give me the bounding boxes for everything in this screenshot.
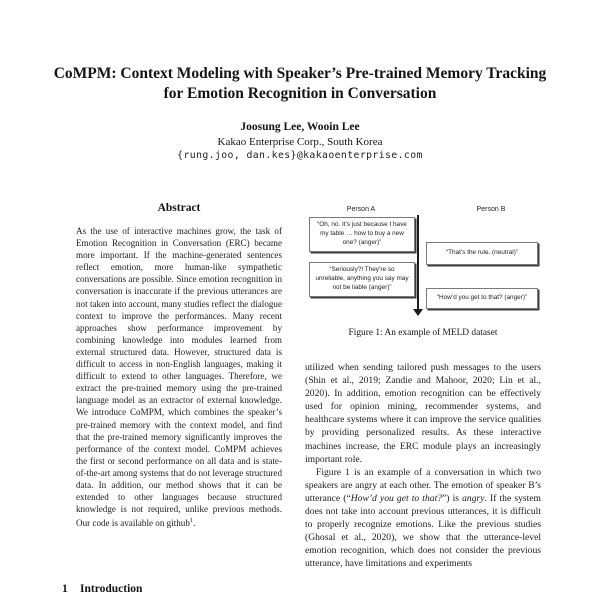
author-email: {rung.joo, dan.kes}@kakaoenterprise.com bbox=[177, 150, 423, 161]
section-heading-introduction bbox=[62, 583, 142, 595]
intro-paragraph-figure-ref bbox=[305, 466, 541, 571]
figure-1 bbox=[305, 204, 541, 344]
left-column bbox=[62, 202, 296, 529]
abstract-period: . bbox=[193, 518, 196, 529]
section-title: Introduction bbox=[80, 583, 143, 595]
author-names: Joosung Lee, Wooin Lee bbox=[240, 121, 360, 133]
abstract-text: As the use of interactive machines grow, the task of Emotion Recognition in Conversation (ERC) became more important. If the machine-generated sentences reflect emotion, more human-like sympathetic conversations are possible. Since emotion recognition in conversation is inaccurate if the previous utterances are not taken into account, many studies reflect the dialogue context to improve the performances. Many recent approaches show performance improvement by combining knowledge into modules learned from external structured data. However, structured data is difficult to access in non-English languages, making it difficult to extend to other languages. Therefore, we extract the pre-trained memory using the pre-trained language model as an extractor of external knowledge. We introduce CoMPM, which combines the speaker’s pre-trained memory with the context model, and find that the pre-trained memory significantly improves the performance of the context model. CoMPM achieves the first or second performance on all data and is state-of-the-art among systems that do not leverage structured data. In addition, our method shows that it can be extended to other languages because structured knowledge is not required, unlike previous methods. Our code is available on github bbox=[76, 226, 282, 529]
timeline-arrow bbox=[417, 215, 419, 310]
utterance-bubble-a1: “Oh, no. It’s just because I have my table … how to buy a new one? (anger)” bbox=[309, 217, 415, 252]
para2-emphasis: angry bbox=[462, 492, 485, 504]
utterance-bubble-b2: “How’d you get to that? (anger)” bbox=[426, 288, 538, 309]
person-b-label: Person B bbox=[476, 206, 506, 213]
para2-after: . If the system does not take into account previous utterances, it is difficult to properly recognize emotions. Like the previous studies (Ghosal et al., 2020), we show that the utterance-level emotion recognition, which does not consider the previous utterance, have limitations and experiments bbox=[305, 492, 541, 570]
arrowhead-icon bbox=[413, 309, 423, 316]
abstract-heading: Abstract bbox=[157, 202, 201, 214]
footnote-marker: 1 bbox=[189, 517, 194, 525]
section-number: 1 bbox=[62, 583, 68, 595]
paper-title-line2: for Emotion Recognition in Conversation bbox=[163, 85, 437, 103]
para2-mid: ”) is bbox=[442, 492, 463, 504]
author-affiliation: Kakao Enterprise Corp., South Korea bbox=[217, 136, 383, 148]
paper-title-line1: CoMPM: Context Modeling with Speaker’s Pre-trained Memory Tracking bbox=[53, 65, 547, 82]
para2-before: Figure 1 is an example of a conversation in which two speakers are angry at each other. The emotion of speaker B’s utterance (“ bbox=[305, 466, 541, 504]
paper-title bbox=[40, 64, 560, 104]
person-a-label: Person A bbox=[346, 206, 376, 213]
right-column bbox=[305, 196, 541, 571]
abstract-body bbox=[76, 225, 282, 529]
para2-quote: How’d you get to that? bbox=[350, 492, 443, 504]
intro-paragraph-continued: utilized when sending tailored push messages to the users (Shin et al., 2019; Zandie and Mahoor, 2020; Lin et al., 2020). In addition, emotion recognition can be effectively used for opinion mining, recommender systems, and healthcare systems where it can improve the service qualities by providing personalized results. As these interactive machines increase, the ERC module plays an increasingly important role. bbox=[305, 362, 541, 465]
utterance-bubble-b1: “That’s the rule. (neutral)” bbox=[426, 242, 538, 265]
figure-caption: Figure 1: An example of MELD dataset bbox=[348, 328, 498, 338]
utterance-bubble-a2: “Seriously?! They’re so unreliable, anything you say may not be liable (anger)” bbox=[309, 262, 415, 297]
